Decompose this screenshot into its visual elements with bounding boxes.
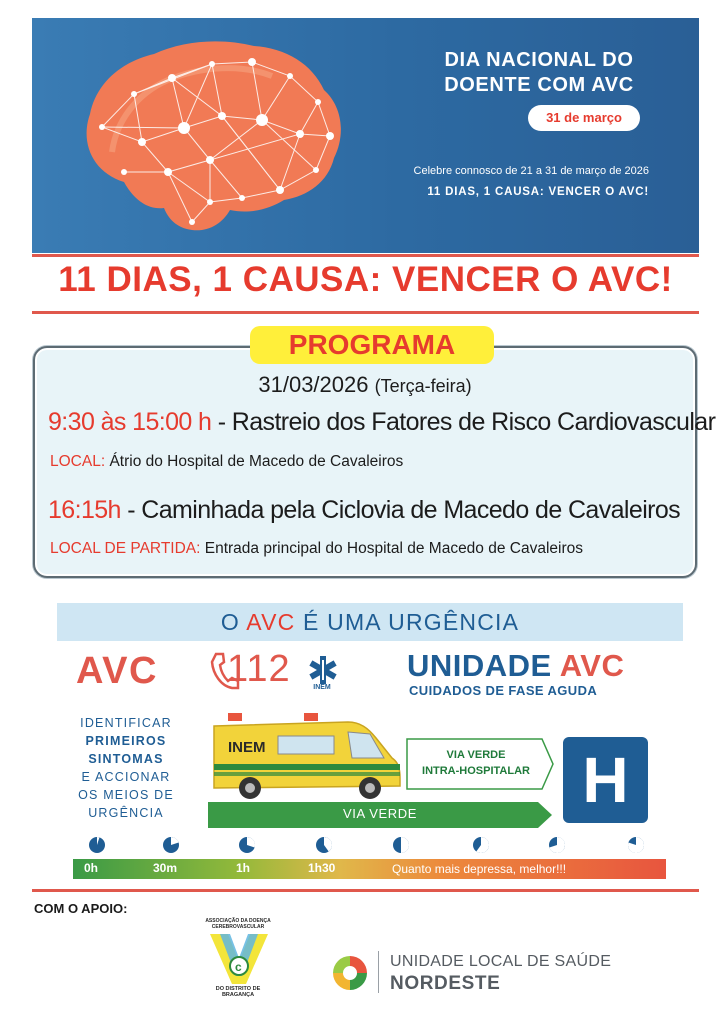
ambulance-label: INEM	[228, 739, 266, 756]
stroke-unit-subtitle: CUIDADOS DE FASE AGUDA	[409, 683, 598, 698]
clock-icon	[162, 836, 180, 854]
programme-label: PROGRAMA	[250, 326, 494, 364]
urgency-banner-highlight: AVC	[246, 609, 296, 635]
star-of-life-icon	[308, 654, 338, 686]
avc-heading: AVC	[76, 650, 158, 692]
programme-weekday: (Terça-feira)	[374, 376, 472, 396]
timeline-message: Quanto mais depressa, melhor!!!	[392, 862, 567, 876]
uls-region: NORDESTE	[390, 973, 501, 994]
steps-line-1: IDENTIFICAR	[80, 716, 172, 730]
via-verde-hospital-line1: VIA VERDE	[446, 749, 506, 761]
via-verde-hospital-line2: INTRA-HOSPITALAR	[422, 765, 530, 777]
programme-date-value: 31/03/2026	[258, 372, 369, 397]
stroke-unit-title	[407, 648, 624, 684]
via-verde-hospital-text	[410, 747, 542, 779]
via-verde-label: VIA VERDE	[342, 806, 418, 821]
banner-title	[394, 48, 684, 98]
steps-line-6: URGÊNCIA	[88, 806, 164, 820]
association-district: DO DISTRITO DE BRAGANÇA	[215, 986, 261, 998]
steps-line-2: PRIMEIROS	[85, 734, 167, 748]
event-1-description: - Rastreio dos Fatores de Risco Cardiovascular	[211, 408, 716, 436]
date-badge: 31 de março	[528, 105, 640, 131]
hospital-icon: H	[563, 737, 648, 823]
celebrate-text: Celebre connosco de 21 a 31 de março de 2026	[413, 165, 649, 177]
clock-icon	[392, 836, 410, 854]
clock-icon	[472, 836, 490, 854]
stroke-unit-prefix: UNIDADE	[407, 648, 560, 683]
association-logo	[206, 932, 272, 986]
steps-line-3: SINTOMAS	[88, 752, 164, 766]
event-1-location-label: LOCAL:	[50, 453, 106, 470]
event-1-time: 9:30 às 15:00 h	[48, 408, 212, 436]
steps-line-4: E ACCIONAR	[81, 770, 171, 784]
stroke-unit-highlight: AVC	[559, 648, 625, 683]
steps-line-5: OS MEIOS DE	[78, 788, 174, 802]
banner-title-line2: DOENTE COM AVC	[444, 74, 634, 96]
urgency-banner-prefix: O	[220, 609, 247, 635]
clock-icon	[627, 836, 645, 854]
event-2-description: - Caminhada pela Ciclovia de Macedo de Cavaleiros	[120, 496, 681, 524]
divider-slogan-bottom	[32, 311, 699, 314]
event-2-location-value: Entrada principal do Hospital de Macedo de Cavaleiros	[200, 540, 584, 557]
event-2-location	[50, 540, 695, 558]
event-2	[48, 496, 693, 525]
emergency-number: 112	[227, 648, 291, 690]
banner-slogan: 11 DIAS, 1 CAUSA: VENCER O AVC!	[427, 186, 649, 198]
event-1-location-value: Átrio do Hospital de Macedo de Cavaleiros	[105, 453, 404, 470]
event-2-location-label: LOCAL DE PARTIDA:	[50, 540, 201, 557]
divider-bottom	[32, 889, 699, 892]
timeline-tick-1h: 1h	[236, 861, 251, 875]
steps-text	[56, 714, 196, 822]
event-1-location	[50, 453, 695, 471]
divider-top	[32, 254, 699, 257]
timeline-tick-1h30: 1h30	[308, 861, 336, 875]
clock-row	[70, 836, 660, 858]
banner-title-line1: DIA NACIONAL DO	[444, 49, 634, 71]
support-label: COM O APOIO:	[34, 901, 128, 916]
clock-icon	[315, 836, 333, 854]
programme-date	[33, 372, 697, 398]
inem-label: INEM	[313, 684, 331, 691]
uls-nordeste-logo	[330, 953, 370, 993]
urgency-banner	[57, 603, 683, 641]
header-banner	[32, 18, 699, 253]
timeline-tick-0h: 0h	[84, 861, 99, 875]
urgency-banner-suffix: É UMA URGÊNCIA	[295, 609, 520, 635]
uls-name: UNIDADE LOCAL DE SAÚDE	[390, 953, 612, 970]
ambulance-icon	[208, 708, 408, 802]
main-slogan: 11 DIAS, 1 CAUSA: VENCER O AVC!	[58, 260, 673, 299]
clock-icon	[88, 836, 106, 854]
association-name: ASSOCIAÇÃO DA DOENÇA CEREBROVASCULAR	[205, 918, 271, 930]
svg-text:c: c	[235, 960, 242, 974]
event-2-time: 16:15h	[48, 496, 121, 524]
clock-icon	[238, 836, 256, 854]
clock-icon	[548, 836, 566, 854]
timeline-tick-30m: 30m	[153, 861, 178, 875]
brain-network-icon	[72, 32, 362, 242]
event-1	[48, 408, 716, 437]
uls-separator	[378, 951, 379, 993]
